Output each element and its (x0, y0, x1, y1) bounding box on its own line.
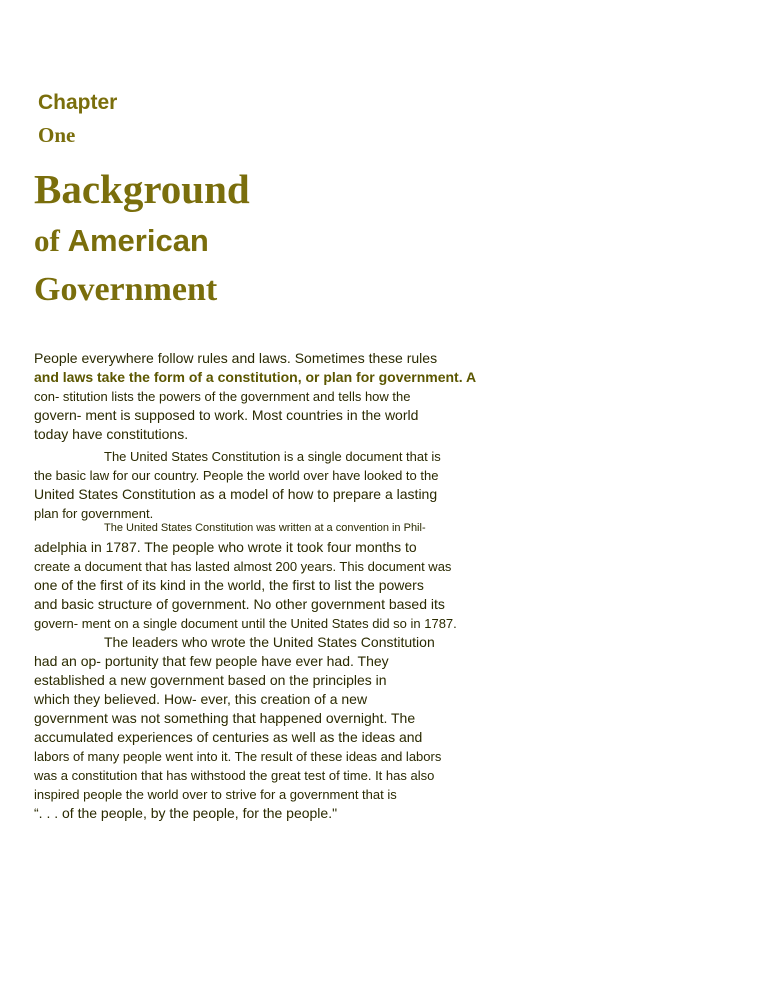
paragraph-line: con- stitution lists the powers of the government and tells how the (34, 389, 411, 404)
paragraph-2 (34, 447, 464, 523)
paragraph-line: and laws take the form of a constitution, or plan for government. A (34, 369, 477, 385)
paragraph-4 (34, 633, 464, 823)
title-word-american: American (67, 223, 209, 258)
paragraph-line: established a new government based on the principles in (34, 672, 387, 688)
paragraph-line: “. . . of the people, by the people, for the people." (34, 805, 338, 821)
chapter-label: Chapter (38, 91, 118, 114)
paragraph-line: and basic structure of government. No other government based its (34, 596, 445, 612)
paragraph-line: create a document that has lasted almost 200 years. This document was (34, 559, 452, 574)
chapter-number: One (38, 123, 76, 147)
paragraph-line: had an op- portunity that few people have ever had. They (34, 653, 389, 669)
paragraph-line: The United States Constitution is a single document that is (104, 449, 441, 464)
paragraph-line: government was not something that happened overnight. The (34, 710, 416, 726)
title-line-2 (34, 223, 209, 259)
paragraph-1 (34, 349, 477, 444)
paragraph-line: labors of many people went into it. The result of these ideas and labors (34, 749, 442, 764)
paragraph-line: plan for government. (34, 506, 154, 521)
paragraph-line: The leaders who wrote the United States Constitution (104, 634, 435, 650)
paragraph-line: one of the first of its kind in the world, the first to list the powers (34, 577, 424, 593)
paragraph-line: today have constitutions. (34, 426, 189, 442)
paragraph-line: inspired people the world over to strive for a government that is (34, 787, 397, 802)
paragraph-3 (34, 519, 464, 633)
paragraph-line: which they believed. How- ever, this creation of a new (34, 691, 368, 707)
title-word-of: of (34, 223, 68, 258)
paragraph-line: People everywhere follow rules and laws. Sometimes these rules (34, 350, 438, 366)
paragraph-line: govern- ment on a single document until the United States did so in 1787. (34, 616, 457, 631)
paragraph-line: govern- ment is supposed to work. Most countries in the world (34, 407, 419, 423)
paragraph-line: adelphia in 1787. The people who wrote it took four months to (34, 539, 417, 555)
paragraph-line: United States Constitution as a model of how to prepare a lasting (34, 486, 438, 502)
title-line-3: Government (34, 271, 218, 308)
paragraph-line: The United States Constitution was written at a convention in Phil- (104, 522, 426, 534)
title-line-1: Background (34, 166, 250, 212)
paragraph-line: the basic law for our country. People the world over have looked to the (34, 468, 439, 483)
paragraph-line: accumulated experiences of centuries as well as the ideas and (34, 729, 423, 745)
paragraph-line: was a constitution that has withstood the great test of time. It has also (34, 768, 435, 783)
